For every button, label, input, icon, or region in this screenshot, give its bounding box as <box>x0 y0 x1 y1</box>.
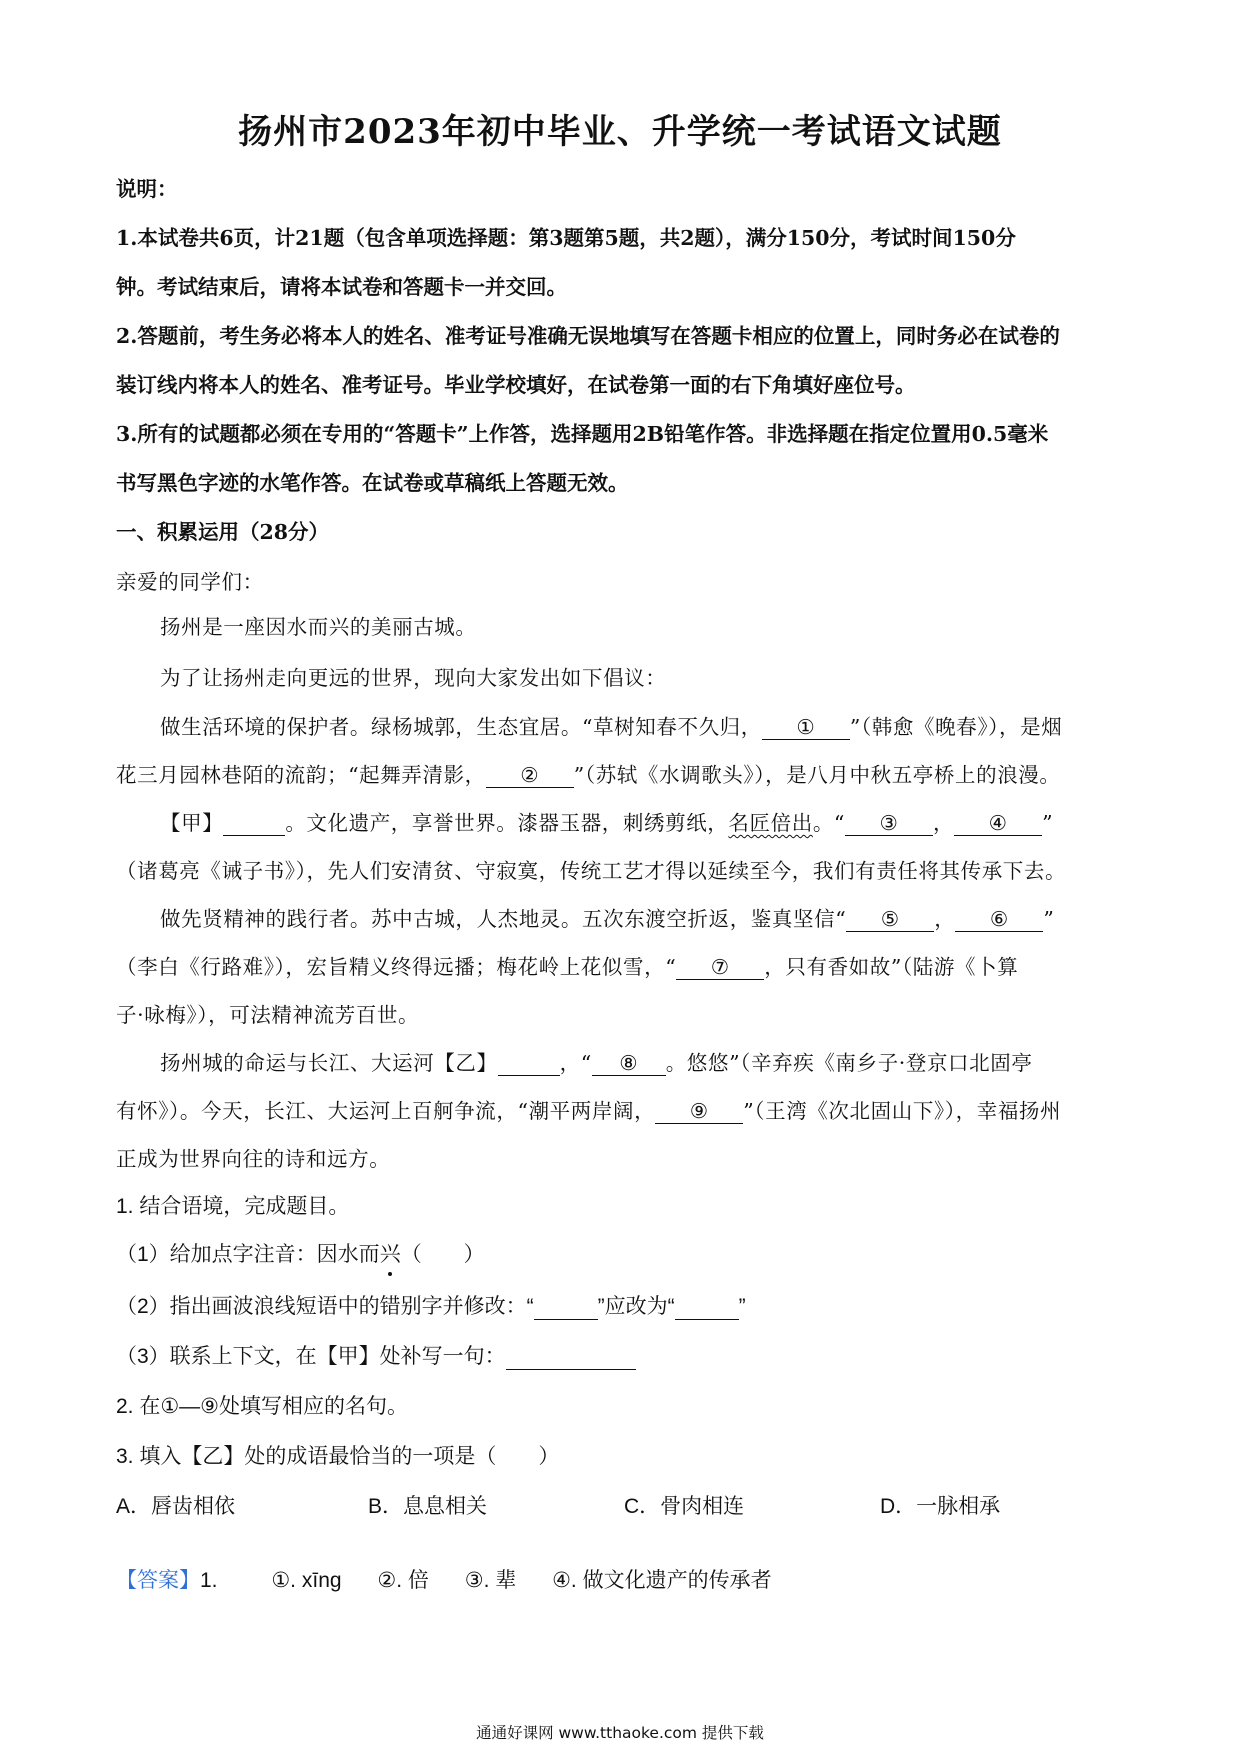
answer-item-2: ②. 倍 <box>377 1569 429 1592</box>
answer-item-1: ①. xīng <box>271 1569 342 1592</box>
question-1-2: （2）指出画波浪线短语中的错别字并修改：“ ”应改为“ ” <box>116 1295 746 1318</box>
page-footer: 通通好课网 www.tthaoke.com 提供下载 <box>476 1724 764 1742</box>
option-c: C．骨肉相连 <box>624 1495 745 1518</box>
passage-p6-line-1: 扬州城的命运与长江、大运河【乙】 ，“ ⑧ 。悠悠”（辛弃疾《南乡子·登京口北固亭 <box>160 1051 1033 1075</box>
note-2-line-1: 2.答题前，考生务必将本人的姓名、准考证号准确无误地填写在答题卡相应的位置上，同时务必在试卷的 <box>116 324 1060 348</box>
answer-tag: 【答案】 <box>116 1569 200 1592</box>
passage-p2: 为了让扬州走向更远的世界，现向大家发出如下倡议： <box>160 666 667 690</box>
fill-sentence-blank <box>506 1345 636 1370</box>
blank-1: ① <box>762 717 850 740</box>
blank-6: ⑥ <box>955 909 1043 932</box>
question-1: 1. 结合语境，完成题目。 <box>116 1195 350 1218</box>
blank-4: ④ <box>954 813 1042 836</box>
note-1-line-1: 1.本试卷共6页，计21题（包含单项选择题：第3题第5题，共2题），满分150分，考试时间150分 <box>116 226 1016 250</box>
passage-p3-line-1: 做生活环境的保护者。绿杨城郭，生态宜居。“草树知春不久归， ① ”（韩愈《晚春》），是烟 <box>160 715 1063 739</box>
question-2: 2. 在①—⑨处填写相应的名句。 <box>116 1395 408 1418</box>
question-3: 3. 填入【乙】处的成语最恰当的一项是（ ） <box>116 1445 560 1468</box>
option-a: A．唇齿相依 <box>116 1495 236 1518</box>
dotted-char: 兴 <box>380 1238 401 1268</box>
passage-p6-line-2: 有怀》）。今天，长江、大运河上百舸争流，“潮平两岸阔， ⑨ ”（王湾《次北固山下》），幸福扬州 <box>116 1099 1062 1123</box>
passage-greeting: 亲爱的同学们： <box>116 570 264 594</box>
wavy-phrase: 名匠倍出 <box>728 811 813 835</box>
blank-2: ② <box>486 765 574 788</box>
wrong-char-blank <box>534 1295 598 1320</box>
section-heading: 一、积累运用（28分） <box>116 520 330 544</box>
passage-p6-line-3: 正成为世界向往的诗和远方。 <box>116 1147 391 1171</box>
passage-p4-line-2: （诸葛亮《诫子书》），先人们安清贫、守寂寞，传统工艺才得以延续至今，我们有责任将其传承下去。 <box>116 859 1067 883</box>
note-3-line-2: 书写黑色字迹的水笔作答。在试卷或草稿纸上答题无效。 <box>116 471 629 495</box>
passage-p5-line-3: 子·咏梅》），可法精神流芳百世。 <box>116 1003 420 1027</box>
passage-p4-line-1: 【甲】 。文化遗产，享誉世界。漆器玉器，刺绣剪纸，名匠倍出。“ ③ ， ④ ” <box>160 811 1054 835</box>
blank-8: ⑧ <box>592 1053 666 1076</box>
answer-line: 【答案】1. ①. xīng ②. 倍 ③. 辈 ④. 做文化遗产的传承者 <box>116 1569 772 1592</box>
correct-char-blank <box>675 1295 739 1320</box>
option-d: D．一脉相承 <box>880 1495 1001 1518</box>
page-title: 扬州市2023年初中毕业、升学统一考试语文试题 <box>238 112 1002 152</box>
blank-9: ⑨ <box>655 1101 743 1124</box>
note-1-line-2: 钟。考试结束后，请将本试卷和答题卡一并交回。 <box>116 275 567 299</box>
passage-p3-line-2: 花三月园林巷陌的流韵；“起舞弄清影， ② ”（苏轼《水调歌头》），是八月中秋五亭桥上的浪漫。 <box>116 763 1061 787</box>
passage-p5-line-2: （李白《行路难》），宏旨精义终得远播；梅花岭上花似雪，“ ⑦ ，只有香如故”（陆游《卜算 <box>116 955 1019 979</box>
option-b: B．息息相关 <box>368 1495 488 1518</box>
blank-5: ⑤ <box>846 909 934 932</box>
yi-blank <box>498 1051 560 1076</box>
answer-item-4: ④. 做文化遗产的传承者 <box>552 1569 772 1592</box>
answer-item-3: ③. 辈 <box>464 1569 517 1592</box>
note-3-line-1: 3.所有的试题都必须在专用的“答题卡”上作答，选择题用2B铅笔作答。非选择题在指定位置用0.5毫米 <box>116 422 1049 446</box>
jia-blank <box>223 811 285 836</box>
blank-3: ③ <box>845 813 933 836</box>
passage-p1: 扬州是一座因水而兴的美丽古城。 <box>160 615 477 639</box>
question-1-1: （1）给加点字注音：因水而兴（ ） <box>116 1238 485 1268</box>
question-1-3: （3）联系上下文，在【甲】处补写一句： <box>116 1340 636 1370</box>
notes-header: 说明： <box>116 177 178 201</box>
blank-7: ⑦ <box>676 957 764 980</box>
passage-p5-line-1: 做先贤精神的践行者。苏中古城，人杰地灵。五次东渡空折返，鉴真坚信“ ⑤ ， ⑥ ” <box>160 907 1055 931</box>
note-2-line-2: 装订线内将本人的姓名、准考证号。毕业学校填好，在试卷第一面的右下角填好座位号。 <box>116 373 916 397</box>
